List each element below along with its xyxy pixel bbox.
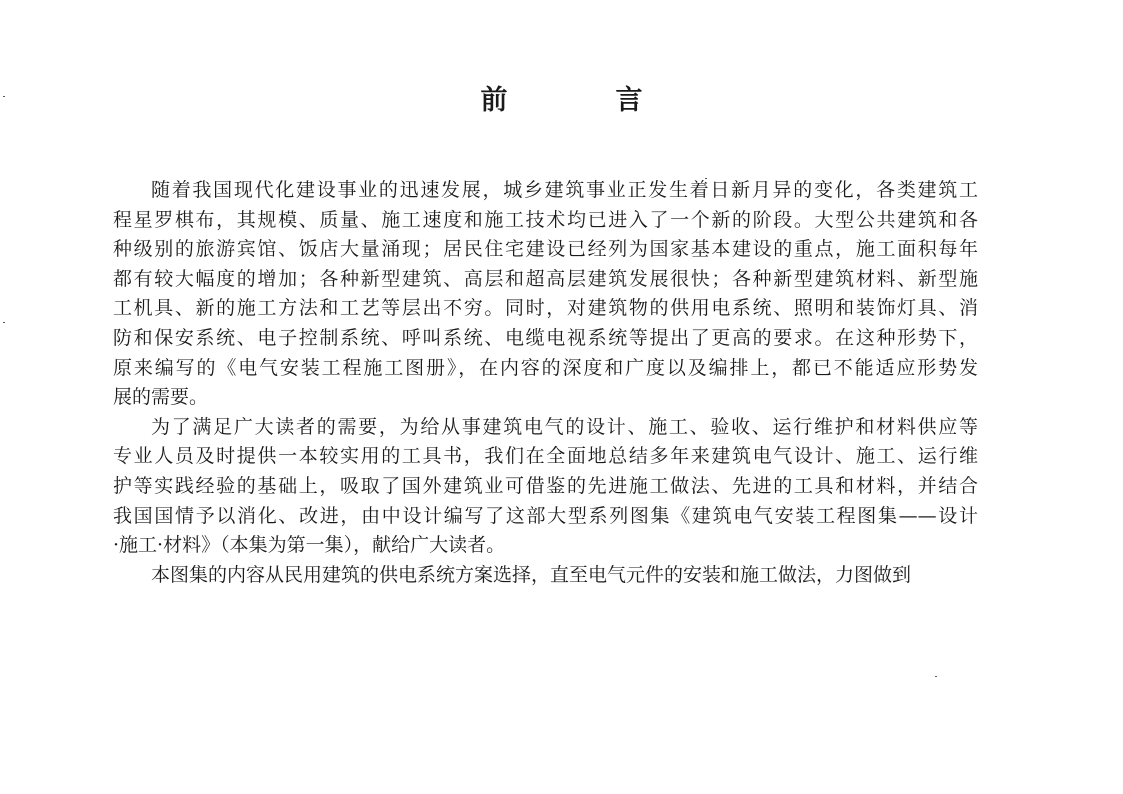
text-line: 随着我国现代化建设事业的迅速发展，城乡建筑事业正发生着日新月异的变化，各类建筑工: [151, 179, 978, 201]
text-line: 原来编写的《电气安装工程施工图册》，在内容的深度和广度以及编排上，都已不能适应形势发: [113, 356, 978, 379]
paragraph-1: [113, 176, 978, 413]
title-char-1: 前: [480, 85, 508, 116]
scan-speck: [3, 322, 5, 323]
text-line: 程星罗棋布，其规模、质量、施工速度和施工技术均已进入了一个新的阶段。大型公共建筑和各: [113, 208, 978, 231]
text-line: 工机具、新的施工方法和工艺等层出不穷。同时，对建筑物的供用电系统、照明和装饰灯具、消: [113, 297, 978, 320]
text-line: 为了满足广大读者的需要，为给从事建筑电气的设计、施工、验收、运行维护和材料供应等: [151, 415, 978, 438]
paragraph-2: [113, 413, 978, 561]
text-line: 我国国情予以消化、改进，由中设计编写了这部大型系列图集《建筑电气安装工程图集——设计: [113, 504, 978, 527]
scan-speck: [705, 178, 707, 179]
text-line: 种级别的旅游宾馆、饭店大量涌现；居民住宅建设已经列为国家基本建设的重点，施工面积每年: [113, 238, 978, 261]
text-line: 专业人员及时提供一本较实用的工具书，我们在全面地总结多年来建筑电气设计、施工、运行维: [113, 445, 978, 468]
text-line: ·施工·材料》（本集为第一集），献给广大读者。: [113, 534, 506, 557]
text-line: 护等实践经验的基础上，吸取了国外建筑业可借鉴的先进施工做法、先进的工具和材料，并结合: [113, 474, 978, 497]
paragraph-3: [113, 561, 978, 591]
text-line: 防和保安系统、电子控制系统、呼叫系统、电缆电视系统等提出了更高的要求。在这种形势下，: [113, 326, 978, 349]
text-line: 都有较大幅度的增加；各种新型建筑、高层和超高层建筑发展很快；各种新型建筑材料、新型施: [113, 267, 978, 290]
title-char-2: 言: [615, 85, 643, 116]
preface-body: [113, 176, 978, 590]
page-title: [0, 78, 1123, 117]
text-line: 展的需要。: [113, 386, 209, 409]
text-line: 本图集的内容从民用建筑的供电系统方案选择，直至电气元件的安装和施工做法，力图做到: [151, 563, 912, 586]
scan-speck: [935, 676, 937, 677]
scan-speck: [3, 96, 5, 97]
